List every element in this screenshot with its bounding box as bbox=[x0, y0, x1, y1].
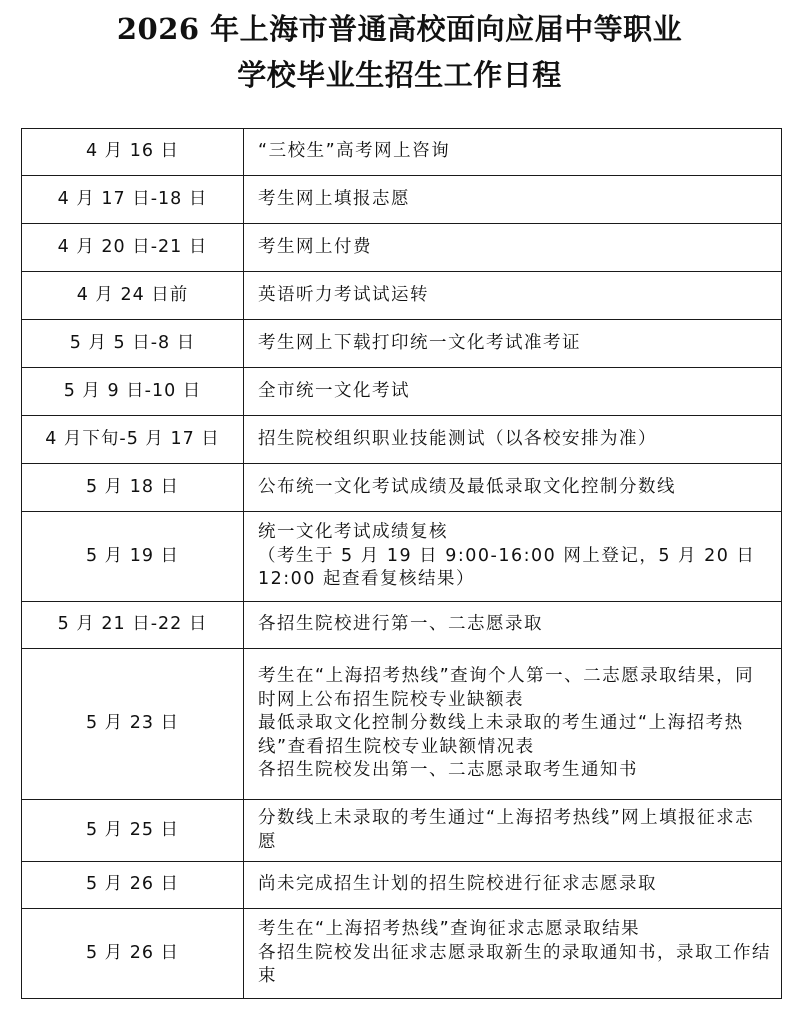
schedule-event-line: 公布统一文化考试成绩及最低录取文化控制分数线 bbox=[258, 476, 676, 497]
table-row bbox=[22, 602, 782, 649]
table-row bbox=[22, 862, 782, 909]
schedule-date-cell: 4 月 24 日前 bbox=[22, 272, 244, 320]
schedule-event-line: “三校生”高考网上咨询 bbox=[258, 141, 451, 162]
table-row bbox=[22, 272, 782, 320]
schedule-event-line: 考生在“上海招考热线”查询征求志愿录取结果 bbox=[258, 919, 641, 940]
table-row bbox=[22, 800, 782, 862]
title-line-1: 2026 年上海市普通高校面向应届中等职业 bbox=[116, 12, 683, 46]
schedule-event-line: （考生于 5 月 19 日 9:00-16:00 网上登记，5 月 20 日 12:00 起查看复核结果） bbox=[258, 545, 756, 590]
schedule-event-cell bbox=[244, 800, 782, 862]
schedule-date-cell: 4 月 16 日 bbox=[22, 129, 244, 176]
schedule-event-line: 最低录取文化控制分数线上未录取的考生通过“上海招考热线”查看招生院校专业缺额情况表 bbox=[258, 713, 744, 757]
schedule-event-line: 考生在“上海招考热线”查询个人第一、二志愿录取结果，同时网上公布招生院校专业缺额表 bbox=[258, 666, 755, 710]
table-row bbox=[22, 512, 782, 602]
schedule-event-line: 各招生院校发出征求志愿录取新生的录取通知书，录取工作结束 bbox=[258, 942, 771, 987]
schedule-event-line: 考生网上付费 bbox=[258, 236, 372, 257]
schedule-date-cell: 5 月 23 日 bbox=[22, 649, 244, 800]
table-row bbox=[22, 320, 782, 368]
document-title bbox=[0, 6, 799, 98]
schedule-event-line: 考生网上下载打印统一文化考试准考证 bbox=[258, 332, 581, 353]
schedule-event-cell bbox=[244, 909, 782, 999]
schedule-event-cell bbox=[244, 224, 782, 272]
title-line-2: 学校毕业生招生工作日程 bbox=[237, 58, 562, 92]
schedule-date-cell: 5 月 26 日 bbox=[22, 862, 244, 909]
schedule-date-cell: 4 月 20 日-21 日 bbox=[22, 224, 244, 272]
schedule-event-cell bbox=[244, 368, 782, 416]
schedule-event-cell bbox=[244, 862, 782, 909]
table-row bbox=[22, 909, 782, 999]
schedule-event-cell bbox=[244, 512, 782, 602]
table-row bbox=[22, 649, 782, 800]
schedule-date-cell: 5 月 21 日-22 日 bbox=[22, 602, 244, 649]
schedule-event-cell bbox=[244, 416, 782, 464]
schedule-table bbox=[21, 128, 782, 999]
schedule-date-cell: 4 月 17 日-18 日 bbox=[22, 176, 244, 224]
schedule-date-cell: 5 月 9 日-10 日 bbox=[22, 368, 244, 416]
table-row bbox=[22, 464, 782, 512]
schedule-date-cell: 5 月 25 日 bbox=[22, 800, 244, 862]
schedule-event-cell bbox=[244, 320, 782, 368]
schedule-date-cell: 5 月 18 日 bbox=[22, 464, 244, 512]
schedule-event-line: 尚未完成招生计划的招生院校进行征求志愿录取 bbox=[258, 874, 657, 895]
schedule-event-line: 全市统一文化考试 bbox=[258, 380, 410, 401]
schedule-event-cell bbox=[244, 129, 782, 176]
schedule-event-line: 考生网上填报志愿 bbox=[258, 188, 410, 209]
schedule-event-cell bbox=[244, 272, 782, 320]
schedule-event-line: 各招生院校进行第一、二志愿录取 bbox=[258, 614, 543, 635]
table-row bbox=[22, 368, 782, 416]
schedule-event-line: 招生院校组织职业技能测试（以各校安排为准） bbox=[258, 428, 657, 449]
schedule-date-cell: 5 月 19 日 bbox=[22, 512, 244, 602]
schedule-event-line: 各招生院校发出第一、二志愿录取考生通知书 bbox=[258, 760, 638, 781]
schedule-event-cell bbox=[244, 602, 782, 649]
schedule-event-cell bbox=[244, 464, 782, 512]
schedule-table-body bbox=[22, 129, 782, 999]
schedule-event-line: 英语听力考试试运转 bbox=[258, 284, 429, 305]
schedule-event-cell bbox=[244, 649, 782, 800]
schedule-date-cell: 5 月 26 日 bbox=[22, 909, 244, 999]
schedule-date-cell: 5 月 5 日-8 日 bbox=[22, 320, 244, 368]
schedule-event-line: 分数线上未录取的考生通过“上海招考热线”网上填报征求志愿 bbox=[258, 808, 755, 852]
schedule-event-line: 统一文化考试成绩复核 bbox=[258, 522, 448, 543]
table-row bbox=[22, 176, 782, 224]
schedule-event-cell bbox=[244, 176, 782, 224]
table-row bbox=[22, 416, 782, 464]
table-row bbox=[22, 224, 782, 272]
schedule-date-cell: 4 月下旬-5 月 17 日 bbox=[22, 416, 244, 464]
table-row bbox=[22, 129, 782, 176]
